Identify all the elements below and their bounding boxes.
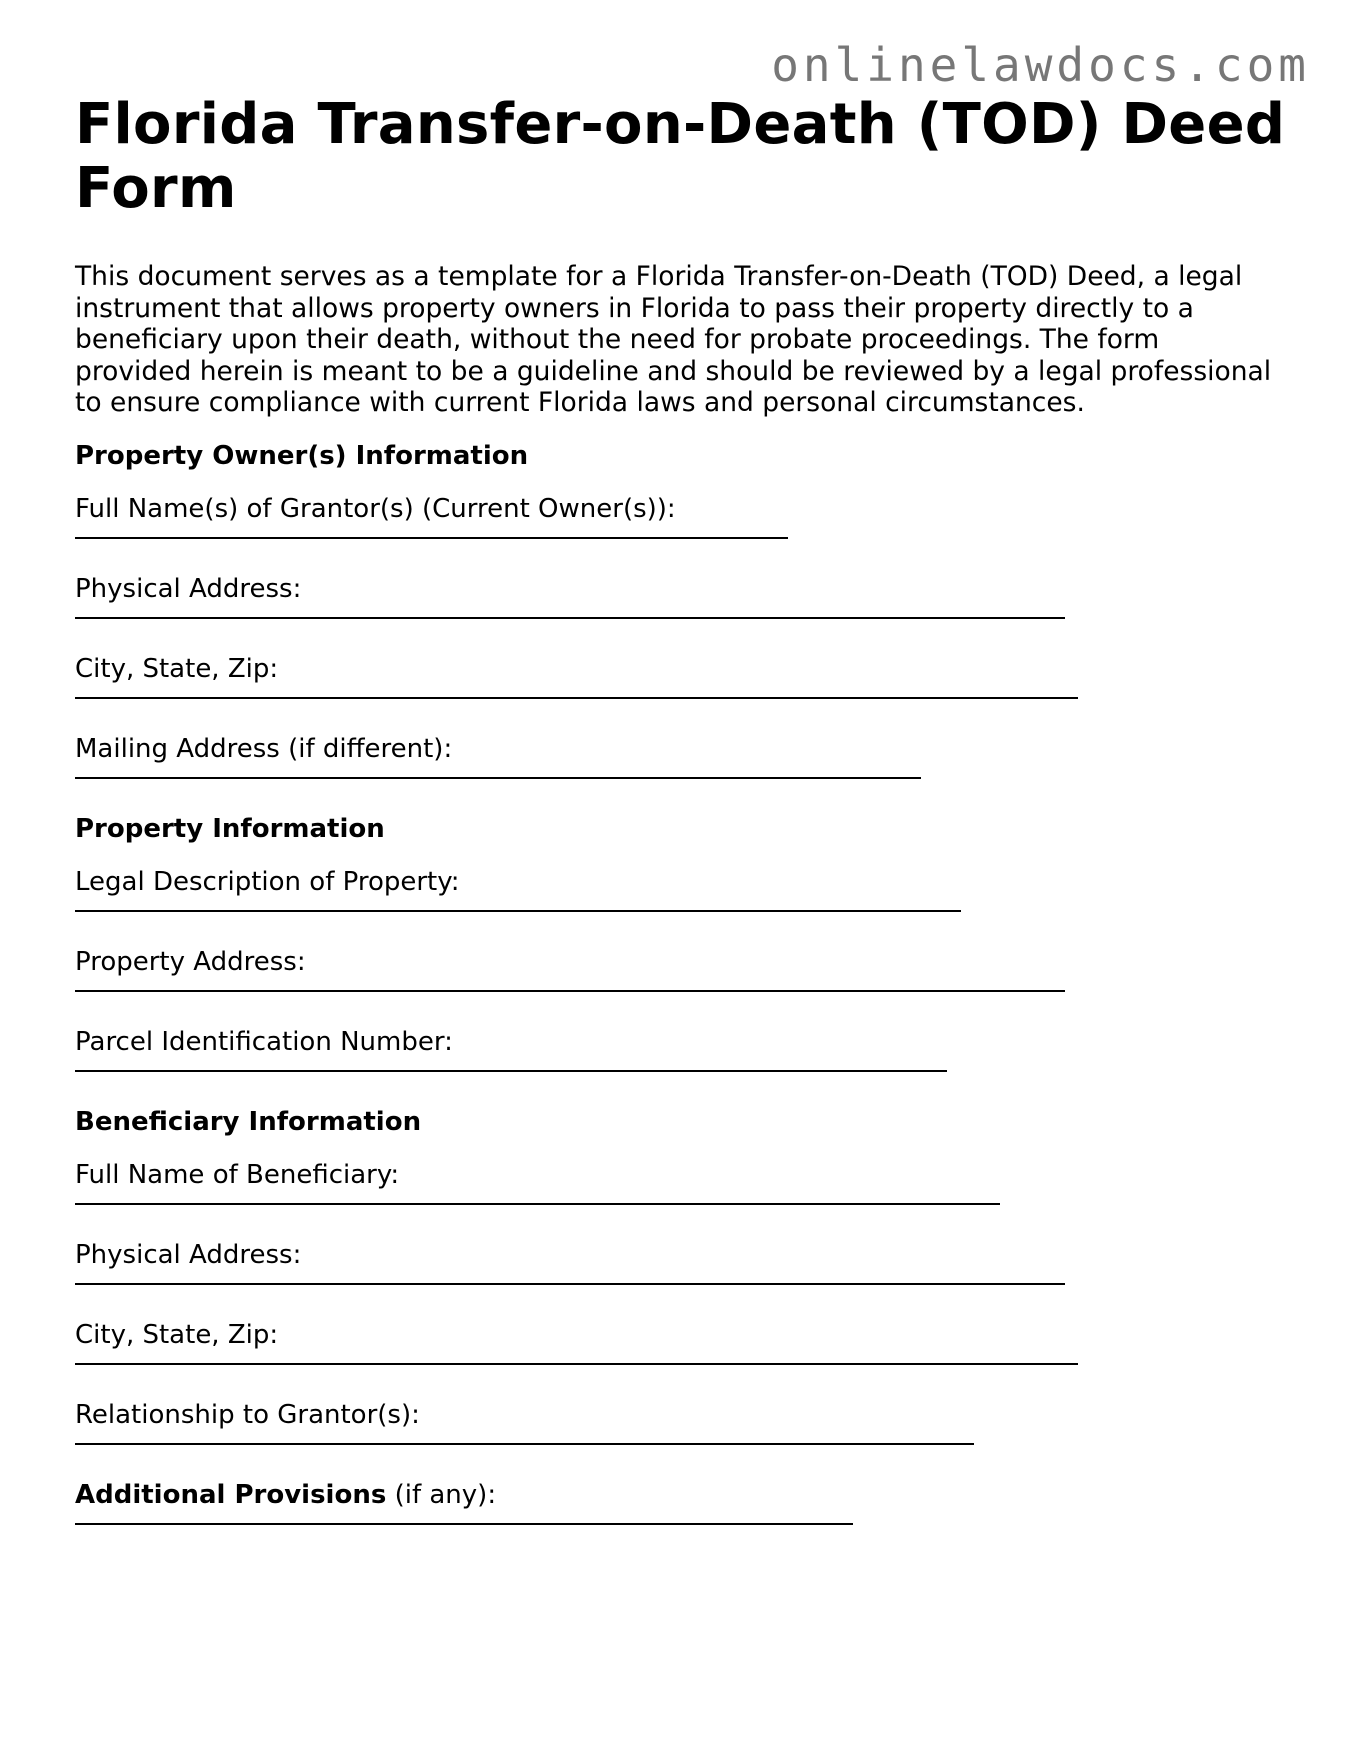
label-legal-description: Legal Description of Property: [75, 866, 460, 897]
additional-provisions-heading: Additional Provisions [75, 1479, 387, 1510]
watermark: onlinelawdocs.com [771, 38, 1310, 92]
section-heading-additional [75, 1479, 1290, 1511]
document-page [75, 93, 1290, 1525]
beneficiary-name-line[interactable] [75, 1203, 1000, 1205]
section-heading-property: Property Information [75, 813, 385, 844]
label-property-address: Property Address: [75, 946, 306, 977]
label-beneficiary-name: Full Name of Beneficiary: [75, 1159, 400, 1190]
additional-provisions-line[interactable] [75, 1523, 853, 1525]
additional-provisions-qualifier: (if any): [386, 1479, 497, 1510]
relationship-line[interactable] [75, 1443, 974, 1445]
grantor-name-line[interactable] [75, 537, 788, 539]
label-beneficiary-city-state-zip: City, State, Zip: [75, 1319, 279, 1350]
label-relationship: Relationship to Grantor(s): [75, 1399, 420, 1430]
label-owner-city-state-zip: City, State, Zip: [75, 653, 279, 684]
label-owner-physical-address: Physical Address: [75, 573, 302, 604]
owner-city-state-zip-line[interactable] [75, 697, 1078, 699]
beneficiary-physical-address-line[interactable] [75, 1283, 1065, 1285]
beneficiary-city-state-zip-line[interactable] [75, 1363, 1078, 1365]
document-title: Florida Transfer-on-Death (TOD) Deed Form [75, 92, 1286, 221]
owner-physical-address-line[interactable] [75, 617, 1065, 619]
legal-description-line[interactable] [75, 910, 961, 912]
intro-paragraph: This document serves as a template for a Florida Transfer-on-Death (TOD) Deed, a legal instrument that allows property owners in Florida to pass their property directly to a beneficiary upon their death, without the need for probate proceedings. The form provided herein is meant to be a guideline and should be reviewed by a legal professional to ensure compliance with current Florida laws and personal circumstances. [75, 261, 1272, 418]
property-address-line[interactable] [75, 990, 1065, 992]
mailing-address-line[interactable] [75, 777, 921, 779]
label-beneficiary-physical-address: Physical Address: [75, 1239, 302, 1270]
label-grantor-name: Full Name(s) of Grantor(s) (Current Owner(s)): [75, 493, 676, 524]
section-heading-beneficiary: Beneficiary Information [75, 1106, 422, 1137]
label-parcel-id: Parcel Identification Number: [75, 1026, 453, 1057]
parcel-id-line[interactable] [75, 1070, 947, 1072]
section-heading-owner: Property Owner(s) Information [75, 440, 529, 471]
label-mailing-address: Mailing Address (if different): [75, 733, 453, 764]
